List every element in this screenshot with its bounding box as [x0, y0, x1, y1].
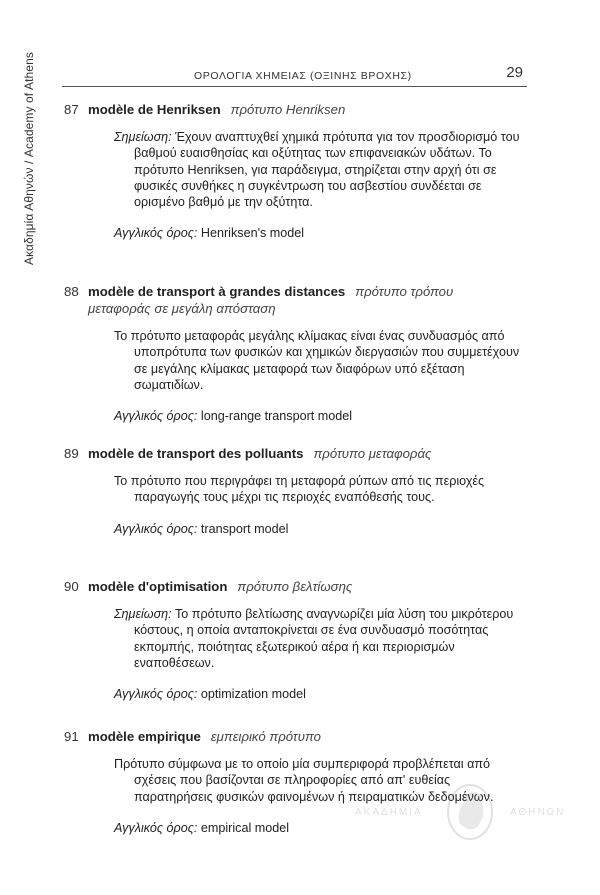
definition-text: Το πρότυπο που περιγράφει τη μεταφορά ρύπων από τις περιοχές παραγωγής τους μέχρι τις περιοχές εναπόθεσής τους.	[114, 474, 485, 505]
french-term: modèle de transport des polluants	[88, 446, 304, 461]
english-term-line	[114, 226, 534, 240]
watermark-left-text: ΑΚΑΔΗΜΙΑ	[355, 807, 423, 818]
entry-number: 90	[64, 579, 79, 594]
note-label: Σημείωση:	[114, 607, 172, 621]
entry-88	[64, 283, 534, 423]
greek-term: εμπειρικό πρότυπο	[210, 729, 321, 744]
english-term: long-range transport model	[197, 409, 353, 424]
greek-term: πρότυπο βελτίωσης	[237, 579, 353, 594]
entry-heading	[64, 728, 534, 745]
note-text: Έχουν αναπτυχθεί χημικά πρότυπα για τον προσδιορισμό του βαθμού ευαισθησίας και οξύτητας των επιφανειακών υδάτων. Το πρότυπο Henriksen, για παράδειγμα, στηρίζεται στην αρχή ότι σε φυσικές συνθήκες η συγκέντρωση του ασβεστίου συνδέεται σε ορισμένο βαθμό με την οξύτητα.	[134, 130, 520, 210]
athena-seal-icon	[445, 783, 495, 841]
french-term: modèle de Henriksen	[88, 102, 221, 117]
note-label: Σημείωση:	[114, 130, 172, 144]
french-term: modèle d'optimisation	[88, 579, 228, 594]
english-term-line	[114, 409, 534, 423]
entry-heading	[64, 445, 534, 462]
english-term-line	[114, 687, 534, 701]
english-term-label: Αγγλικός όρος:	[114, 820, 198, 835]
english-term: transport model	[197, 521, 289, 536]
entry-90	[64, 578, 534, 701]
note-text: Το πρότυπο βελτίωσης αναγνωρίζει μία λύση του μικρότερου κόστους, η οποία ανταποκρίνεται σε ένα συνδυασμό ποσότητας εκπομπής, ποιότητας εξωτερικού αέρα ή και περιορισμών εναποθέσεων.	[134, 607, 514, 670]
entry-89	[64, 445, 534, 536]
entry-heading	[64, 283, 534, 317]
entry-note	[114, 129, 522, 210]
running-header	[62, 64, 527, 87]
english-term-line	[114, 522, 534, 536]
definition-text: Πρότυπο σύμφωνα με το οποίο μία συμπεριφορά προβλέπεται από σχέσεις που βασίζονται σε πληροφορίες από απ' ευθείας παρατηρήσεις φυσικών φαινομένων ή πειραματικών δεδομένων.	[114, 757, 494, 804]
entry-heading	[64, 101, 534, 118]
side-label: Ακαδημία Αθηνών / Academy of Athens	[22, 52, 36, 265]
entry-heading	[64, 578, 534, 595]
entry-number: 89	[64, 446, 79, 461]
entry-number: 87	[64, 102, 79, 117]
entry-definition	[114, 473, 522, 506]
english-term-label: Αγγλικός όρος:	[114, 409, 198, 424]
english-term: empirical model	[197, 820, 290, 835]
greek-term-continued: μεταφοράς σε μεγάλη απόσταση	[88, 301, 276, 316]
definition-text: Το πρότυπο μεταφοράς μεγάλης κλίμακας είναι ένας συνδυασμός από υποπρότυπα των φυσικών και χημικών διεργασιών που συμμετέχουν σε μεγάλης κλίμακας μεταφορά των διαφόρων υπό εξέταση σωματιδίων.	[114, 329, 520, 392]
academy-watermark	[330, 783, 590, 843]
entry-note	[114, 606, 522, 671]
french-term: modèle empirique	[88, 729, 201, 744]
entry-number: 88	[64, 284, 79, 299]
english-term: Henriksen's model	[197, 226, 305, 241]
running-title: ΟΡΟΛΟΓΙΑ ΧΗΜΕΙΑΣ (ΟΞΙΝΗΣ ΒΡΟΧΗΣ)	[194, 70, 412, 82]
entry-definition	[114, 328, 522, 393]
english-term-label: Αγγλικός όρος:	[114, 226, 198, 241]
greek-term: πρότυπο τρόπου	[355, 284, 454, 299]
entry-87	[64, 101, 534, 240]
english-term: optimization model	[197, 687, 306, 702]
english-term-label: Αγγλικός όρος:	[114, 521, 198, 536]
watermark-right-text: ΑΘΗΝΩΝ	[510, 807, 566, 818]
french-term: modèle de transport à grandes distances	[88, 284, 346, 299]
entry-number: 91	[64, 729, 79, 744]
greek-term: πρότυπο μεταφοράς	[313, 446, 432, 461]
english-term-label: Αγγλικός όρος:	[114, 687, 198, 702]
greek-term: πρότυπο Henriksen	[230, 102, 346, 117]
page-number: 29	[506, 64, 523, 81]
